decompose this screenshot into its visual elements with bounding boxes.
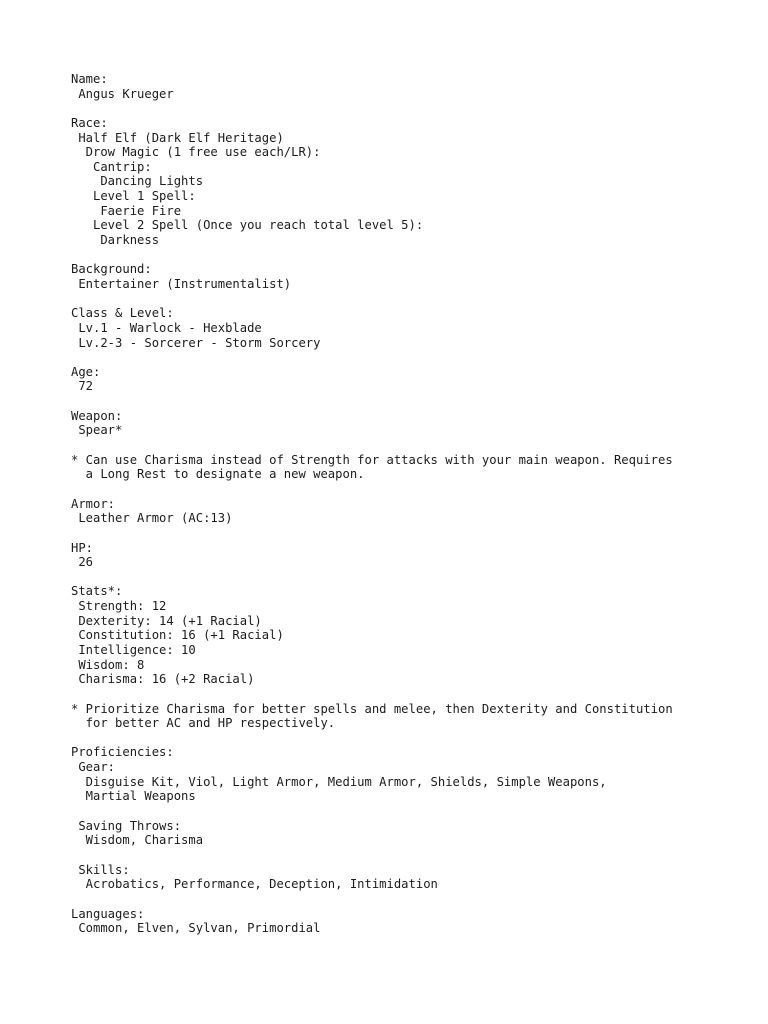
race-label: Race: — [71, 115, 108, 130]
class-level-label: Class & Level: — [71, 306, 174, 321]
character-sheet-document — [71, 72, 751, 936]
stat-line: Wisdom: 8 — [71, 657, 145, 672]
skills-label: Skills: — [71, 862, 130, 877]
spacer — [71, 438, 751, 453]
spacer — [71, 804, 751, 819]
stat-line: Intelligence: 10 — [71, 642, 196, 657]
spacer — [71, 350, 751, 365]
stat-line: Dexterity: 14 (+1 Racial) — [71, 613, 262, 628]
background-value: Entertainer (Instrumentalist) — [71, 276, 292, 291]
skills-value: Acrobatics, Performance, Deception, Intimidation — [71, 877, 438, 892]
age-label: Age: — [71, 364, 101, 379]
saving-throws-label: Saving Throws: — [71, 818, 182, 833]
level1-spell-value: Faerie Fire — [71, 203, 182, 218]
background-section — [71, 262, 751, 291]
drow-magic-label: Drow Magic (1 free use each/LR): — [71, 145, 321, 160]
stat-line: Constitution: 16 (+1 Racial) — [71, 628, 284, 643]
languages-section — [71, 907, 751, 936]
gear-value: Martial Weapons — [71, 789, 196, 804]
weapon-note: a Long Rest to designate a new weapon. — [71, 467, 365, 482]
stats-note: for better AC and HP respectively. — [71, 716, 336, 731]
race-value: Half Elf (Dark Elf Heritage) — [71, 130, 284, 145]
stats-note: * Prioritize Charisma for better spells and melee, then Dexterity and Constitution — [71, 701, 673, 716]
armor-label: Armor: — [71, 496, 116, 511]
stat-line: Charisma: 16 (+2 Racial) — [71, 672, 255, 687]
spacer — [71, 731, 751, 746]
level2-spell-label: Level 2 Spell (Once you reach total level 5): — [71, 218, 424, 233]
background-label: Background: — [71, 262, 152, 277]
spacer — [71, 526, 751, 541]
spacer — [71, 248, 751, 263]
gear-value: Disguise Kit, Viol, Light Armor, Medium Armor, Shields, Simple Weapons, — [71, 774, 607, 789]
level1-spell-label: Level 1 Spell: — [71, 189, 196, 204]
languages-label: Languages: — [71, 906, 145, 921]
hp-section — [71, 541, 751, 570]
weapon-note: * Can use Charisma instead of Strength for attacks with your main weapon. Requires — [71, 452, 673, 467]
spacer — [71, 394, 751, 409]
languages-value: Common, Elven, Sylvan, Primordial — [71, 921, 321, 936]
name-label: Name: — [71, 72, 108, 86]
class-level-section — [71, 306, 751, 350]
class-level-line: Lv.2-3 - Sorcerer - Storm Sorcery — [71, 335, 321, 350]
armor-section — [71, 497, 751, 526]
spacer — [71, 687, 751, 702]
level2-spell-value: Darkness — [71, 233, 160, 248]
spacer — [71, 292, 751, 307]
name-section — [71, 72, 751, 101]
spacer — [71, 892, 751, 907]
proficiencies-label: Proficiencies: — [71, 745, 174, 760]
spacer — [71, 482, 751, 497]
saving-throws-value: Wisdom, Charisma — [71, 833, 204, 848]
armor-value: Leather Armor (AC:13) — [71, 511, 233, 526]
name-value: Angus Krueger — [71, 86, 174, 101]
weapon-label: Weapon: — [71, 408, 123, 423]
proficiencies-section — [71, 745, 751, 891]
age-section — [71, 365, 751, 394]
cantrip-label: Cantrip: — [71, 159, 152, 174]
stat-line: Strength: 12 — [71, 599, 167, 614]
spacer — [71, 101, 751, 116]
weapon-section — [71, 409, 751, 482]
spacer — [71, 848, 751, 863]
weapon-value: Spear* — [71, 423, 123, 438]
stats-section — [71, 584, 751, 730]
age-value: 72 — [71, 379, 94, 394]
race-section — [71, 116, 751, 248]
class-level-line: Lv.1 - Warlock - Hexblade — [71, 320, 262, 335]
gear-label: Gear: — [71, 760, 116, 775]
hp-value: 26 — [71, 555, 94, 570]
spacer — [71, 570, 751, 585]
hp-label: HP: — [71, 540, 94, 555]
stats-label: Stats*: — [71, 584, 123, 599]
cantrip-value: Dancing Lights — [71, 174, 204, 189]
